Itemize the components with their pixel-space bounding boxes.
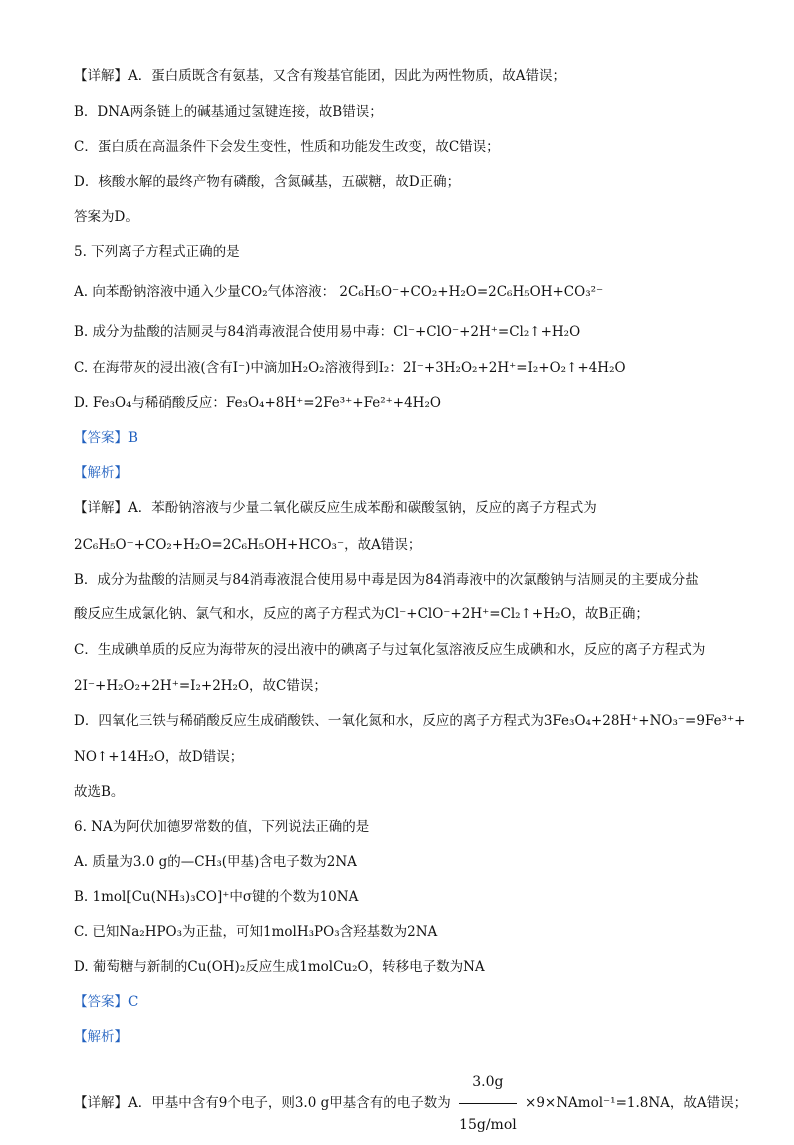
explanation-text: 【详解】A．甲基中含有9个电子，则3.0 g甲基含有的电子数为 [74,1095,451,1111]
question-5-option-d: D. Fe₃O₄与稀硝酸反应：Fe₃O₄+8H⁺=2Fe³⁺+Fe²⁺+4H₂O [74,395,441,411]
text-line: 【详解】A．蛋白质既含有氨基，又含有羧基官能团，因此为两性物质，故A错误； [74,68,566,84]
explanation-line: 酸反应生成氯化钠、氯气和水，反应的离子方程式为Cl⁻+ClO⁻+2H⁺=Cl₂↑+H₂O，故B正确； [74,606,649,622]
fraction-denominator: 15g/mol [459,1117,517,1133]
question-5-option-c: C. 在海带灰的浸出液(含有I⁻)中滴加H₂O₂溶液得到I₂：2I⁻+3H₂O₂+2H⁺=I₂+O₂↑+4H₂O [74,360,626,376]
text-line: 答案为D。 [74,209,139,225]
explanation-line: 2C₆H₅O⁻+CO₂+H₂O=2C₆H₅OH+HCO₃⁻，故A错误； [74,537,422,553]
analysis-label: 【解析】 [74,1029,128,1045]
explanation-line: D．四氧化三铁与稀硝酸反应生成硝酸铁、一氧化氮和水，反应的离子方程式为3Fe₃O₄+28H⁺+NO₃⁻=9Fe³⁺+ [74,713,746,729]
text-line: D．核酸水解的最终产物有磷酸，含氮碱基，五碳糖，故D正确； [74,174,461,190]
explanation-line: 2I⁻+H₂O₂+2H⁺=I₂+2H₂O，故C错误； [74,678,327,694]
answer-label: 【答案】B [74,430,138,446]
question-5-option-b: B. 成分为盐酸的洁厕灵与84消毒液混合使用易中毒：Cl⁻+ClO⁻+2H⁺=Cl₂↑+H₂O [74,324,581,340]
question-5-stem: 5. 下列离子方程式正确的是 [74,244,240,260]
text-line: C．蛋白质在高温条件下会发生变性，性质和功能发生改变，故C错误； [74,139,500,155]
explanation-line: B．成分为盐酸的洁厕灵与84消毒液混合使用易中毒是因为84消毒液中的次氯酸钠与洁厕灵的主要成分盐 [74,572,699,588]
question-6-option-c: C. 已知Na₂HPO₃为正盐，可知1molH₃PO₃含羟基数为2NA [74,924,438,940]
fraction [459,1062,517,1145]
fraction-numerator: 3.0g [459,1062,517,1104]
question-6-option-d: D. 葡萄糖与新制的Cu(OH)₂反应生成1molCu₂O，转移电子数为NA [74,959,485,975]
explanation-text: ×9×NAmol⁻¹=1.8NA，故A错误； [525,1095,748,1111]
question-6-option-a: A. 质量为3.0 g的—CH₃(甲基)含电子数为2NA [74,854,357,870]
answer-label: 【答案】C [74,994,139,1010]
analysis-label: 【解析】 [74,465,128,481]
question-6-option-b: B. 1mol[Cu(NH₃)₃CO]⁺中σ键的个数为10NA [74,889,359,905]
explanation-line: 故选B。 [74,784,125,800]
explanation-line: NO↑+14H₂O，故D错误； [74,749,244,765]
explanation-line: 【详解】A．苯酚钠溶液与少量二氧化碳反应生成苯酚和碳酸氢钠，反应的离子方程式为 [74,500,597,516]
question-5-option-a: A. 向苯酚钠溶液中通入少量CO₂气体溶液： 2C₆H₅O⁻+CO₂+H₂O=2C₆H₅OH+CO₃²⁻ [74,284,604,300]
text-line: B．DNA两条链上的碱基通过氢键连接，故B错误； [74,104,383,120]
explanation-line: C．生成碘单质的反应为海带灰的浸出液中的碘离子与过氧化氢溶液反应生成碘和水，反应的离子方程式为 [74,642,706,658]
explanation-line-fraction [74,1062,746,1145]
question-6-stem: 6. NA为阿伏加德罗常数的值，下列说法正确的是 [74,819,370,835]
